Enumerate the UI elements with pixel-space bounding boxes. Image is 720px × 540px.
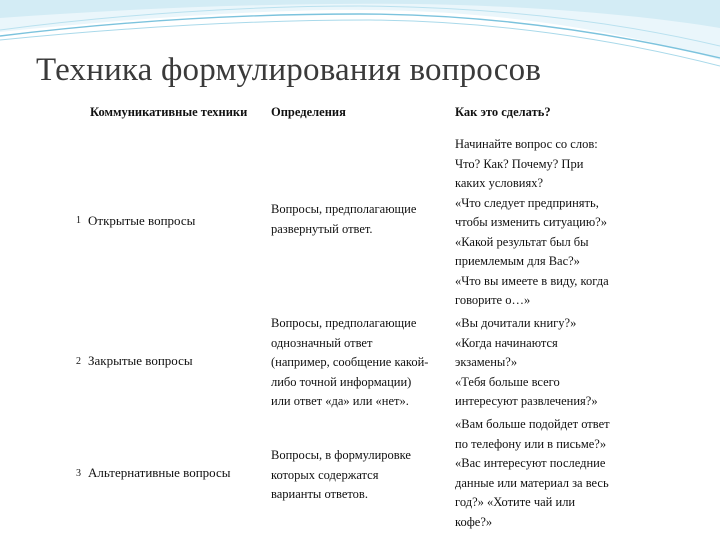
how-cell: Начинайте вопрос со слов: Что? Как? Почему? При каких условиях? «Что следует предпринять, чтобы изменить ситуацию?» «Какой результат был бы приемлемым для Вас?» «Что вы имеете в виду, когда говорите о…» [455,137,609,307]
definition-cell: Вопросы, предполагающие однозначный ответ (например, сообщение какой- либо точной информации) или ответ «да» или «нет». [271,316,429,408]
definition-cell: Вопросы, предполагающие развернутый ответ. [271,202,417,236]
definition-cell: Вопросы, в формулировке которых содержатся варианты ответов. [271,448,411,501]
how-cell: «Вам больше подойдет ответ по телефону или в письме?» «Вас интересуют последние данные или материал за весь год?» «Хотите чай или кофе?» [455,417,610,529]
technique-cell: Альтернативные вопросы [88,465,231,480]
column-header-technique: Коммуникативные техники [90,105,248,119]
column-header-definition: Определения [271,105,346,119]
row-number: 1 [76,215,81,226]
technique-cell: Закрытые вопросы [88,353,193,368]
row-number: 3 [76,468,81,479]
row-number: 2 [76,356,81,367]
how-cell: «Вы дочитали книгу?» «Когда начинаются экзамены?» «Тебя больше всего интересуют развлечения?» [455,316,598,408]
page-title: Техника формулирования вопросов [36,52,542,88]
column-header-how: Как это сделать? [455,105,551,119]
technique-cell: Открытые вопросы [88,213,196,228]
